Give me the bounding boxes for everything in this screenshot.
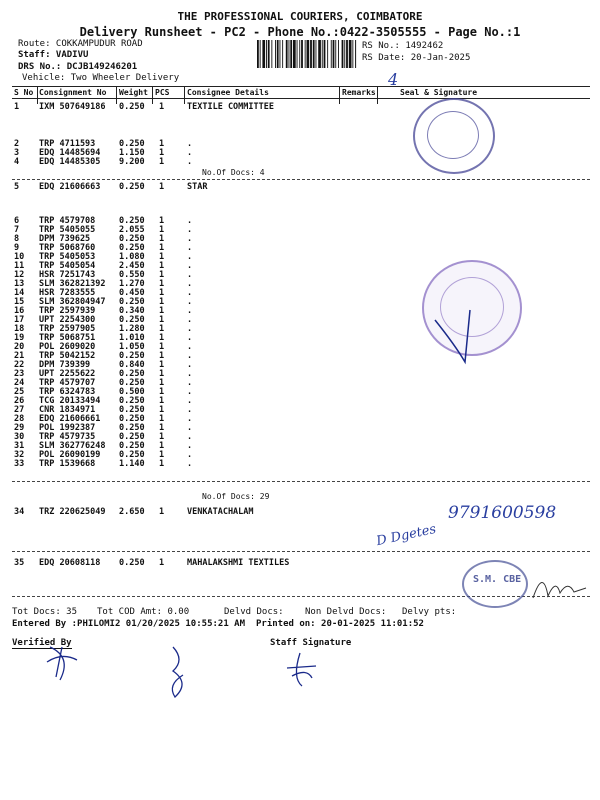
row-15-cons: SLM 362804947 xyxy=(39,297,106,307)
row-22-pcs: 1 xyxy=(159,360,165,370)
group-separator xyxy=(12,551,590,552)
col-divider xyxy=(339,86,340,104)
row-34-cons: TRZ 220625049 xyxy=(39,507,106,517)
row-19-sno: 19 xyxy=(14,333,25,343)
row-19-pcs: 1 xyxy=(159,333,165,343)
col-header-seal: Seal & Signature xyxy=(400,88,478,97)
barcode-bar xyxy=(318,40,321,68)
row-23-detail: . xyxy=(187,369,193,379)
row-14-cons: HSR 7283555 xyxy=(39,288,96,298)
row-29-wt: 0.250 xyxy=(119,423,145,433)
row-32-sno: 32 xyxy=(14,450,25,460)
row-17-cons: UPT 2254300 xyxy=(39,315,96,325)
staff-signature xyxy=(282,648,322,688)
row-27-detail: . xyxy=(187,405,193,415)
row-13-detail: . xyxy=(187,279,193,289)
barcode-bar xyxy=(262,40,265,68)
seal-stamp-textile-committee xyxy=(413,98,495,174)
row-3-pcs: 1 xyxy=(159,148,165,158)
rs-date: RS Date: 20-Jan-2025 xyxy=(362,53,471,63)
group-separator xyxy=(12,481,590,482)
row-16-sno: 16 xyxy=(14,306,25,316)
row-5-detail: STAR xyxy=(187,182,208,192)
row-24-sno: 24 xyxy=(14,378,25,388)
barcode-bar xyxy=(268,40,270,68)
row-24-cons: TRP 4579707 xyxy=(39,378,96,388)
row-16-detail: . xyxy=(187,306,193,316)
row-35-detail: MAHALAKSHMI TEXTILES xyxy=(187,558,290,568)
entered-by: Entered By :PHILOMI2 01/20/2025 10:55:21 AM xyxy=(12,619,245,629)
row-19-wt: 1.010 xyxy=(119,333,145,343)
col-header-consignee: Consignee Details xyxy=(187,88,269,97)
row-33-wt: 1.140 xyxy=(119,459,145,469)
row-11-pcs: 1 xyxy=(159,261,165,271)
row-24-pcs: 1 xyxy=(159,378,165,388)
barcode-bar xyxy=(282,40,283,68)
row-10-sno: 10 xyxy=(14,252,25,262)
row-18-wt: 1.280 xyxy=(119,324,145,334)
row-4-cons: EDQ 14485305 xyxy=(39,157,101,167)
row-13-cons: SLM 362821392 xyxy=(39,279,106,289)
runsheet-subtitle: Delivery Runsheet - PC2 - Phone No.:0422-3505555 - Page No.:1 xyxy=(79,25,521,39)
barcode-bar xyxy=(322,40,323,68)
group-separator xyxy=(12,179,590,180)
row-6-cons: TRP 4579708 xyxy=(39,216,96,226)
row-30-detail: . xyxy=(187,432,193,442)
col-divider xyxy=(37,86,38,104)
row-1-detail: TEXTILE COMMITTEE xyxy=(187,102,274,112)
row-34-detail: VENKATACHALAM xyxy=(187,507,254,517)
row-10-pcs: 1 xyxy=(159,252,165,262)
barcode-bar xyxy=(286,40,288,68)
row-30-sno: 30 xyxy=(14,432,25,442)
seal-stamp-mahalakshmi xyxy=(462,560,528,608)
barcode-bar xyxy=(324,40,326,68)
handwritten-name: D Dgetes xyxy=(375,521,438,550)
row-1-wt: 0.250 xyxy=(119,102,145,112)
row-25-cons: TRP 6324783 xyxy=(39,387,96,397)
barcode-bar xyxy=(307,40,310,68)
verifier-signature-2 xyxy=(165,645,195,700)
row-9-sno: 9 xyxy=(14,243,20,253)
row-20-wt: 1.050 xyxy=(119,342,145,352)
row-18-sno: 18 xyxy=(14,324,25,334)
row-5-wt: 0.250 xyxy=(119,182,145,192)
row-6-wt: 0.250 xyxy=(119,216,145,226)
row-20-cons: POL 2609020 xyxy=(39,342,96,352)
row-2-pcs: 1 xyxy=(159,139,165,149)
row-19-detail: . xyxy=(187,333,193,343)
total-docs: Tot Docs: 35 xyxy=(12,607,78,617)
row-18-detail: . xyxy=(187,324,193,334)
row-33-detail: . xyxy=(187,459,193,469)
row-24-wt: 0.250 xyxy=(119,378,145,388)
rs-number: RS No.: 1492462 xyxy=(362,41,444,51)
row-28-cons: EDQ 21606661 xyxy=(39,414,101,424)
row-27-wt: 0.250 xyxy=(119,405,145,415)
barcode-bar xyxy=(305,40,306,68)
row-35-sno: 35 xyxy=(14,558,25,568)
row-3-sno: 3 xyxy=(14,148,20,158)
row-27-cons: CNR 1834971 xyxy=(39,405,96,415)
row-12-sno: 12 xyxy=(14,270,25,280)
barcode-bar xyxy=(355,40,356,68)
row-31-sno: 31 xyxy=(14,441,25,451)
row-32-wt: 0.250 xyxy=(119,450,145,460)
delivered-docs: Delvd Docs: xyxy=(224,607,284,617)
row-15-pcs: 1 xyxy=(159,297,165,307)
barcode-bar xyxy=(299,40,300,68)
row-15-sno: 15 xyxy=(14,297,25,307)
row-6-sno: 6 xyxy=(14,216,20,226)
group-doc-count: No.Of Docs: 29 xyxy=(202,492,270,501)
row-33-pcs: 1 xyxy=(159,459,165,469)
seal-inner-ring xyxy=(427,111,479,159)
row-10-detail: . xyxy=(187,252,193,262)
row-19-cons: TRP 5068751 xyxy=(39,333,96,343)
row-22-wt: 0.840 xyxy=(119,360,145,370)
row-24-detail: . xyxy=(187,378,193,388)
row-11-sno: 11 xyxy=(14,261,25,271)
row-10-wt: 1.080 xyxy=(119,252,145,262)
row-7-pcs: 1 xyxy=(159,225,165,235)
row-14-wt: 0.450 xyxy=(119,288,145,298)
row-26-wt: 0.250 xyxy=(119,396,145,406)
row-28-pcs: 1 xyxy=(159,414,165,424)
row-15-detail: . xyxy=(187,297,193,307)
row-32-detail: . xyxy=(187,450,193,460)
barcode-bar xyxy=(266,40,267,68)
row-16-cons: TRP 2597939 xyxy=(39,306,96,316)
row-16-pcs: 1 xyxy=(159,306,165,316)
row-34-wt: 2.650 xyxy=(119,507,145,517)
delivery-points: Delvy pts: xyxy=(402,607,457,617)
signature-star xyxy=(430,300,500,370)
row-4-detail: . xyxy=(187,157,193,167)
row-5-cons: EDQ 21606663 xyxy=(39,182,101,192)
row-25-pcs: 1 xyxy=(159,387,165,397)
row-28-detail: . xyxy=(187,414,193,424)
barcode-bar xyxy=(327,40,328,68)
row-22-sno: 22 xyxy=(14,360,25,370)
col-header-pcs: PCS xyxy=(155,88,170,97)
row-23-sno: 23 xyxy=(14,369,25,379)
col-divider xyxy=(184,86,185,104)
col-header-weight: Weight xyxy=(119,88,148,97)
row-32-cons: POL 26090199 xyxy=(39,450,101,460)
barcode-bar xyxy=(333,40,335,68)
row-8-cons: DPM 739625 xyxy=(39,234,91,244)
row-22-cons: DPM 739399 xyxy=(39,360,91,370)
row-17-detail: . xyxy=(187,315,193,325)
verifier-signature xyxy=(42,642,82,682)
row-35-cons: EDQ 20608118 xyxy=(39,558,101,568)
row-5-sno: 5 xyxy=(14,182,20,192)
barcode-bar xyxy=(349,40,352,68)
row-29-detail: . xyxy=(187,423,193,433)
table-top-border xyxy=(12,86,590,87)
non-delivered-docs: Non Delvd Docs: xyxy=(305,607,387,617)
row-7-detail: . xyxy=(187,225,193,235)
total-cod: Tot COD Amt: 0.00 xyxy=(97,607,190,617)
row-11-detail: . xyxy=(187,261,193,271)
barcode-bar xyxy=(271,40,272,68)
row-29-cons: POL 1992387 xyxy=(39,423,96,433)
col-header-sno: S No xyxy=(14,88,34,97)
barcode-bar xyxy=(342,40,344,68)
row-21-wt: 0.250 xyxy=(119,351,145,361)
barcode-bar xyxy=(346,40,348,68)
row-8-sno: 8 xyxy=(14,234,20,244)
stamp-text: S.M. CBE xyxy=(473,574,522,585)
header-bottom-border xyxy=(12,98,590,99)
drs-number: DRS No.: DCJB149246201 xyxy=(18,62,138,72)
barcode xyxy=(257,40,357,68)
row-22-detail: . xyxy=(187,360,193,370)
row-14-sno: 14 xyxy=(14,288,25,298)
row-14-detail: . xyxy=(187,288,193,298)
row-28-sno: 28 xyxy=(14,414,25,424)
staff-label: Staff: VADIVU xyxy=(18,50,89,60)
vehicle-label: Vehicle: Two Wheeler Delivery xyxy=(22,73,180,83)
row-34-sno: 34 xyxy=(14,507,25,517)
row-14-pcs: 1 xyxy=(159,288,165,298)
barcode-bar xyxy=(301,40,303,68)
row-17-pcs: 1 xyxy=(159,315,165,325)
row-3-cons: EDQ 14485694 xyxy=(39,148,101,158)
row-25-detail: . xyxy=(187,387,193,397)
row-31-pcs: 1 xyxy=(159,441,165,451)
barcode-bar xyxy=(297,40,298,68)
row-9-detail: . xyxy=(187,243,193,253)
barcode-bar xyxy=(275,40,276,68)
row-21-pcs: 1 xyxy=(159,351,165,361)
row-4-wt: 9.200 xyxy=(119,157,145,167)
row-8-detail: . xyxy=(187,234,193,244)
row-35-pcs: 1 xyxy=(159,558,165,568)
row-3-wt: 1.150 xyxy=(119,148,145,158)
col-header-remarks: Remarks xyxy=(342,88,376,97)
group-doc-count: No.Of Docs: 4 xyxy=(202,168,265,177)
row-1-pcs: 1 xyxy=(159,102,165,112)
barcode-bar xyxy=(313,40,315,68)
col-divider xyxy=(152,86,153,104)
route-label: Route: COKKAMPUDUR ROAD xyxy=(18,39,143,49)
row-17-wt: 0.250 xyxy=(119,315,145,325)
row-4-pcs: 1 xyxy=(159,157,165,167)
row-17-sno: 17 xyxy=(14,315,25,325)
row-26-sno: 26 xyxy=(14,396,25,406)
row-11-cons: TRP 5405054 xyxy=(39,261,96,271)
row-30-wt: 0.250 xyxy=(119,432,145,442)
row-7-wt: 2.055 xyxy=(119,225,145,235)
col-divider xyxy=(377,86,378,104)
row-12-pcs: 1 xyxy=(159,270,165,280)
row-15-wt: 0.250 xyxy=(119,297,145,307)
row-9-cons: TRP 5068760 xyxy=(39,243,96,253)
row-3-detail: . xyxy=(187,148,193,158)
row-9-pcs: 1 xyxy=(159,243,165,253)
row-20-pcs: 1 xyxy=(159,342,165,352)
row-27-sno: 27 xyxy=(14,405,25,415)
company-title: THE PROFESSIONAL COURIERS, COIMBATORE xyxy=(177,10,423,23)
row-26-detail: . xyxy=(187,396,193,406)
barcode-bar xyxy=(338,40,339,68)
row-12-detail: . xyxy=(187,270,193,280)
barcode-bar xyxy=(316,40,317,68)
row-11-wt: 2.450 xyxy=(119,261,145,271)
row-20-sno: 20 xyxy=(14,342,25,352)
barcode-bar xyxy=(280,40,281,68)
row-29-pcs: 1 xyxy=(159,423,165,433)
signature-mahalakshmi xyxy=(528,568,588,608)
row-18-cons: TRP 2597905 xyxy=(39,324,96,334)
printed-on: Printed on: 20-01-2025 11:01:52 xyxy=(256,619,424,629)
row-29-sno: 29 xyxy=(14,423,25,433)
row-12-wt: 0.550 xyxy=(119,270,145,280)
row-7-sno: 7 xyxy=(14,225,20,235)
row-6-pcs: 1 xyxy=(159,216,165,226)
row-13-wt: 1.270 xyxy=(119,279,145,289)
barcode-bar xyxy=(293,40,296,68)
barcode-bar xyxy=(344,40,345,68)
row-2-detail: . xyxy=(187,139,193,149)
row-28-wt: 0.250 xyxy=(119,414,145,424)
row-9-wt: 0.250 xyxy=(119,243,145,253)
barcode-bar xyxy=(352,40,353,68)
handwritten-phone: 9791600598 xyxy=(448,503,557,523)
row-31-cons: SLM 362776248 xyxy=(39,441,106,451)
row-13-sno: 13 xyxy=(14,279,25,289)
row-33-cons: TRP 1539668 xyxy=(39,459,96,469)
row-2-wt: 0.250 xyxy=(119,139,145,149)
row-32-pcs: 1 xyxy=(159,450,165,460)
barcode-bar xyxy=(289,40,290,68)
row-12-cons: HSR 7251743 xyxy=(39,270,96,280)
staff-signature-label: Staff Signature xyxy=(270,638,352,648)
col-header-consignment: Consignment No xyxy=(39,88,107,97)
barcode-bar xyxy=(335,40,336,68)
row-30-cons: TRP 4579735 xyxy=(39,432,96,442)
row-7-cons: TRP 5405055 xyxy=(39,225,96,235)
row-10-cons: TRP 5405053 xyxy=(39,252,96,262)
row-1-cons: IXM 507649186 xyxy=(39,102,106,112)
barcode-bar xyxy=(277,40,279,68)
row-27-pcs: 1 xyxy=(159,405,165,415)
barcode-bar xyxy=(310,40,312,68)
row-4-sno: 4 xyxy=(14,157,20,167)
row-23-cons: UPT 2255622 xyxy=(39,369,96,379)
row-8-pcs: 1 xyxy=(159,234,165,244)
handwritten-count: 4 xyxy=(388,70,399,89)
row-16-wt: 0.340 xyxy=(119,306,145,316)
row-6-detail: . xyxy=(187,216,193,226)
row-25-wt: 0.500 xyxy=(119,387,145,397)
row-2-sno: 2 xyxy=(14,139,20,149)
barcode-bar xyxy=(290,40,292,68)
barcode-bar xyxy=(257,40,259,68)
row-33-sno: 33 xyxy=(14,459,25,469)
row-26-pcs: 1 xyxy=(159,396,165,406)
barcode-bar xyxy=(260,40,261,68)
row-23-pcs: 1 xyxy=(159,369,165,379)
row-20-detail: . xyxy=(187,342,193,352)
row-18-pcs: 1 xyxy=(159,324,165,334)
row-34-pcs: 1 xyxy=(159,507,165,517)
row-5-pcs: 1 xyxy=(159,182,165,192)
row-2-cons: TRP 4711593 xyxy=(39,139,96,149)
col-divider xyxy=(116,86,117,104)
row-26-cons: TCG 20133494 xyxy=(39,396,101,406)
row-13-pcs: 1 xyxy=(159,279,165,289)
row-30-pcs: 1 xyxy=(159,432,165,442)
row-1-sno: 1 xyxy=(14,102,20,112)
row-21-cons: TRP 5042152 xyxy=(39,351,96,361)
row-35-wt: 0.250 xyxy=(119,558,145,568)
row-8-wt: 0.250 xyxy=(119,234,145,244)
row-23-wt: 0.250 xyxy=(119,369,145,379)
barcode-bar xyxy=(331,40,332,68)
row-21-detail: . xyxy=(187,351,193,361)
verified-by-label: Verified By xyxy=(12,638,72,648)
row-31-detail: . xyxy=(187,441,193,451)
row-25-sno: 25 xyxy=(14,387,25,397)
row-21-sno: 21 xyxy=(14,351,25,361)
row-31-wt: 0.250 xyxy=(119,441,145,451)
